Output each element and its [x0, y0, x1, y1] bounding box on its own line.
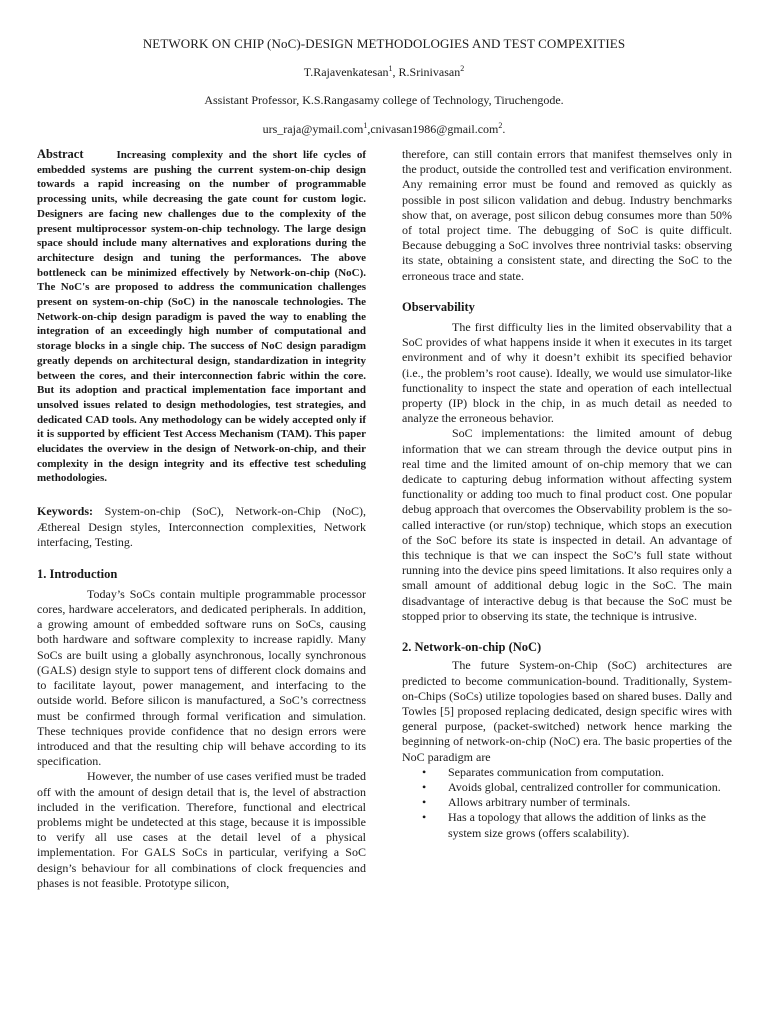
author-2: , R.Srinivasan	[392, 65, 461, 79]
list-item-text: Allows arbitrary number of terminals.	[448, 795, 631, 810]
right-column	[402, 147, 732, 841]
noc-properties-list	[402, 765, 732, 841]
bullet-icon: •	[422, 810, 427, 825]
noc-heading: 2. Network-on-chip (NoC)	[402, 640, 542, 655]
bullet-icon: •	[422, 779, 427, 794]
intro-paragraph-2: However, the number of use cases verified must be traded off with the amount of design detail that is, the level of abstraction included in the verification. Therefore, functional and electrical problems might be undetected at this stage, because it is impossible to verify all use cases at the detail level of a physical implementation. For GALS SoCs in particular, verifying a SoC design’s behaviour for all combinations of clock frequencies and phases is not feasible. Prototype silicon,	[37, 769, 366, 890]
email-1: urs_raja@ymail.com	[262, 122, 364, 136]
keywords-label: Keywords:	[37, 504, 93, 519]
list-item-text: Separates communication from computation.	[448, 764, 664, 779]
observability-paragraph-2: SoC implementations: the limited amount of debug information that we can stream through the device output pins in real time and the limited amount of on-chip memory that we can dedicate to capturing debug information without affecting system functionality or adding too much to final product cost. One popular debug approach that overcomes the Observability problem is the so-called interactive (or run/stop) technique, which stops an execution of the SoC before its state is inspected in detail. An advantage of this technique is that we can inspect the SoC’s full state without running into the device pins speed limitations. It also requires only a small amount of additional debug logic in the SoC. The main disadvantage of interactive debug is that because the SoC must be stopped prior to observing its state, the technique is intrusive.	[402, 426, 732, 623]
list-item	[402, 795, 732, 810]
abstract-text: Increasing complexity and the short life cycles of embedded systems are pushing the current system-on-chip design towards a rapid increasing on the number of programmable processing units, while decreasing the gate count for custom logic. Designers are facing new challenges due to the complexity of the present multiprocessor system-on-chip technology. The large design space should include many alternatives and explorations during the architecture design and tuning the performances. The above bottleneck can be minimized effectively by Network-on-chip (NoC). The NoC's are proposed to address the communication challenges present on system-on-chip (SoC) in the nanoscale technologies. The Network-on-chip design paradigm is paved the way to enabling the integration of an exceedingly high number of computational and storage blocks in a single chip. The success of NoC design paradigm greatly depends on architectural design, standardization in integrity between the cores, and their interconnection fabric within the core. But its adoption and practical implementation face important and unsolved issues related to design methodologies, test strategies, and dedicated CAD tools. Any methodology can be widely accepted only if it is supported by efficient Test Access Mechanism (TAM). This paper elucidates the overview in the design of Network-on-chip, and their complexity in the design integrity and its effective test scheduling methodologies.	[37, 149, 366, 485]
intro-paragraph-1: Today’s SoCs contain multiple programmable processor cores, hardware accelerators, and dedicated peripherals. In addition, a growing amount of embedded software runs on SoCs, causing both hardware and software complexity to increase rapidly. Many SoCs are built using a globally asynchronous, locally synchronous (GALS) design style to support tens of different clock domains and to facilitate layout, power management, and interfacing to the outside world. Before silicon is manufactured, a SoC’s correctness must be confirmed through formal verification and simulation. These techniques provide confidence that no design errors were introduced and that the resulting chip will behave according to its specification.	[37, 586, 366, 769]
observability-paragraph-1: The first difficulty lies in the limited observability that a SoC provides of what happens inside it when it executes in its target environment and of why it doesn’t exhibit its specified behavior (i.e., the problem’s root cause). Ideally, we would use simulator-like functionality to inspect the state and operation of each intellectual property (IP) block in the chip, in as much detail as needed to analyze the erroneous behavior.	[402, 320, 732, 426]
continued-paragraph: therefore, can still contain errors that manifest themselves only in the product, outside the controlled test and verification environment. Any remaining error must be found and removed as quickly as possible in post silicon validation and debug. Industry benchmarks show that, on average, post silicon debug consumes more than 50% of total project time. The debugging of SoC is quite difficult. Because debugging a SoC involves three nontrivial tasks: observing its state, obtaining a consistent state, and directing the SoC to the erroneous trace and state.	[402, 147, 732, 283]
email-2-sup: 2	[498, 121, 503, 130]
email-end: .	[502, 122, 506, 136]
list-item	[402, 765, 732, 780]
email-line	[0, 121, 768, 137]
abstract-heading: Abstract	[37, 147, 84, 161]
left-column	[37, 147, 366, 891]
author-2-sup: 2	[460, 64, 465, 73]
affiliation: Assistant Professor, K.S.Rangasamy college of Technology, Tiruchengode.	[204, 93, 564, 107]
list-item-text: Avoids global, centralized controller for communication.	[448, 779, 721, 794]
intro-heading: 1. Introduction	[37, 566, 118, 581]
abstract	[37, 147, 366, 486]
bullet-icon: •	[422, 795, 427, 810]
observability-heading: Observability	[402, 299, 475, 314]
keywords	[37, 504, 366, 551]
email-2: ,cnivasan1986@gmail.com	[367, 122, 499, 136]
email-1-sup: 1	[363, 121, 368, 130]
noc-paragraph-1: The future System-on-Chip (SoC) architectures are predicted to become communication-bound. Traditionally, System-on-Chips (SoCs) utilize topologies based on shared buses. Dally and Towles [5] proposed replacing dedicated, design specific wires with general purpose, (packet-switched) network hence marking the beginning of network-on-chip (NoC) era. The basic properties of the NoC paradigm are	[402, 658, 732, 764]
author-1-sup: 1	[388, 64, 393, 73]
paper-title: NETWORK ON CHIP (NoC)-DESIGN METHODOLOGIES AND TEST COMPEXITIES	[142, 36, 626, 51]
list-item-text: Has a topology that allows the addition of links as the system size grows (offers scalability).	[448, 810, 706, 840]
author-line	[0, 64, 768, 80]
list-item	[402, 810, 732, 840]
author-1: T.Rajavenkatesan	[303, 65, 389, 79]
keywords-text: System-on-chip (SoC), Network-on-Chip (NoC), Æthereal Design styles, Interconnection complexities, Network interfacing, Testing.	[37, 504, 366, 550]
list-item	[402, 780, 732, 795]
bullet-icon: •	[422, 764, 427, 779]
